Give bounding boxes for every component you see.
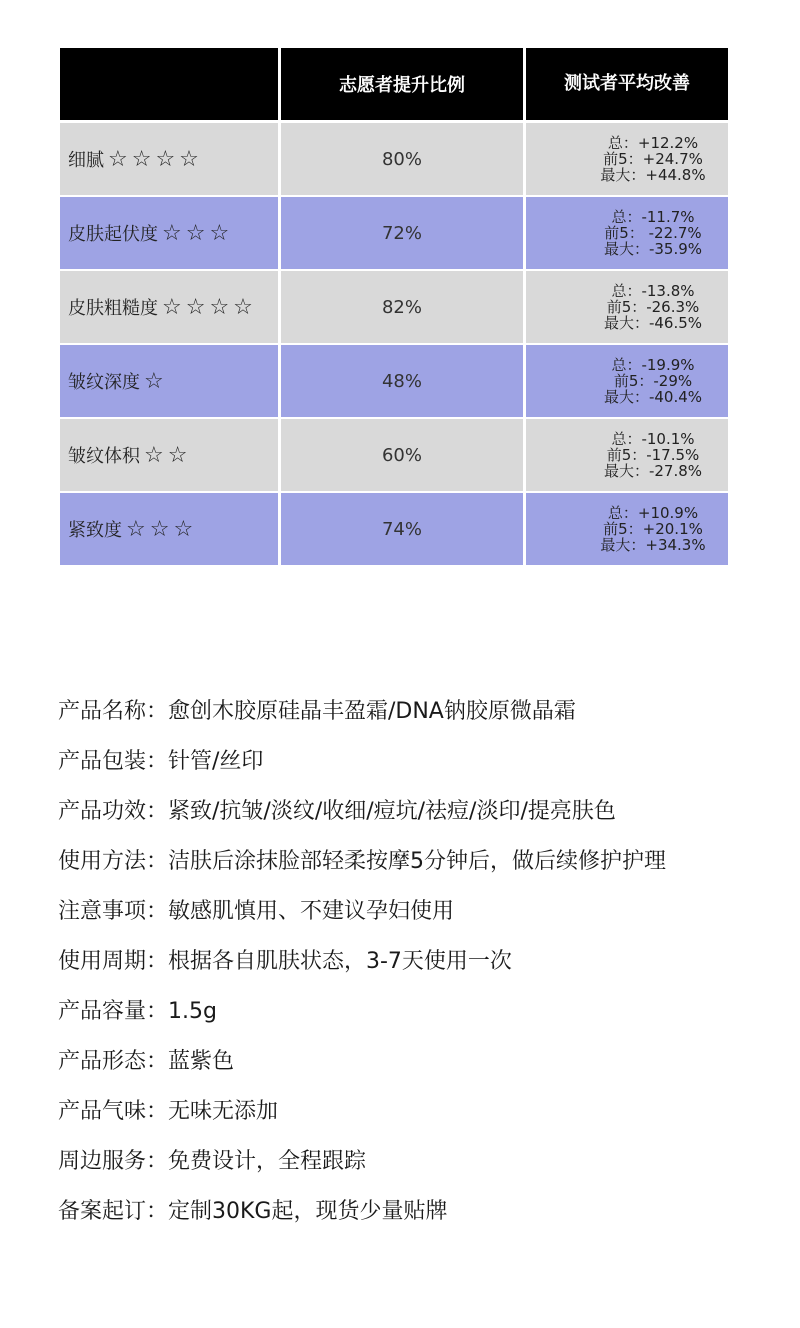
star-rating-icon: ☆ xyxy=(144,368,168,394)
table-row xyxy=(60,123,728,195)
header-average-improvement: 测试者平均改善 xyxy=(526,48,728,120)
metric-cell xyxy=(60,345,278,417)
efficacy-table xyxy=(60,48,728,567)
improve-max: 最大：+44.8% xyxy=(600,166,706,184)
star-rating-icon: ☆☆☆☆ xyxy=(162,294,257,320)
improve-total: 总：-11.7% xyxy=(611,208,695,226)
product-info-list xyxy=(58,692,778,1242)
improve-top5: 前5：+20.1% xyxy=(603,520,703,538)
metric-cell xyxy=(60,123,278,195)
improvement-cell xyxy=(526,419,728,491)
improve-total: 总：-13.8% xyxy=(611,282,695,300)
info-scent: 产品气味：无味无添加 xyxy=(58,1099,279,1124)
info-cycle: 使用周期：根据各自肌肤状态，3-7天使用一次 xyxy=(58,949,512,974)
info-form: 产品形态：蓝紫色 xyxy=(58,1049,235,1074)
metric-label: 皮肤起伏度 xyxy=(68,224,158,245)
table-row xyxy=(60,493,728,565)
metric-cell xyxy=(60,493,278,565)
improve-max: 最大：-40.4% xyxy=(603,388,703,406)
improve-max: 最大：-46.5% xyxy=(603,314,703,332)
header-volunteer-ratio: 志愿者提升比例 xyxy=(281,48,523,120)
improve-top5: 前5：-29% xyxy=(613,372,693,390)
improve-total: 总：-19.9% xyxy=(611,356,695,374)
improve-max: 最大：-27.8% xyxy=(603,462,703,480)
percent-cell: 74% xyxy=(281,493,523,565)
improve-top5: 前5：+24.7% xyxy=(603,150,703,168)
table-row xyxy=(60,345,728,417)
improvement-cell xyxy=(526,271,728,343)
percent-cell: 80% xyxy=(281,123,523,195)
metric-label: 皱纹体积 xyxy=(68,446,140,467)
improvement-cell xyxy=(526,345,728,417)
percent-cell: 48% xyxy=(281,345,523,417)
info-efficacy: 产品功效：紧致/抗皱/淡纹/收细/痘坑/祛痘/淡印/提亮肤色 xyxy=(58,799,616,824)
info-services: 周边服务：免费设计，全程跟踪 xyxy=(58,1149,367,1174)
improve-top5: 前5：-26.3% xyxy=(606,298,700,316)
metric-label: 紧致度 xyxy=(68,520,122,541)
table-header-row xyxy=(60,48,728,120)
table-row xyxy=(60,197,728,269)
table-row xyxy=(60,419,728,491)
metric-cell xyxy=(60,271,278,343)
improvement-cell xyxy=(526,493,728,565)
improve-max: 最大：+34.3% xyxy=(600,536,706,554)
star-rating-icon: ☆☆☆ xyxy=(162,220,234,246)
improvement-cell xyxy=(526,197,728,269)
percent-cell: 60% xyxy=(281,419,523,491)
improve-total: 总：+12.2% xyxy=(607,134,699,152)
metric-cell xyxy=(60,197,278,269)
header-cell-blank xyxy=(60,48,278,120)
info-cautions: 注意事项：敏感肌慎用、不建议孕妇使用 xyxy=(58,899,455,924)
info-packaging: 产品包装：针管/丝印 xyxy=(58,749,264,774)
info-capacity: 产品容量：1.5g xyxy=(58,999,217,1024)
table-row xyxy=(60,271,728,343)
improvement-cell xyxy=(526,123,728,195)
improve-top5: 前5： -22.7% xyxy=(604,224,702,242)
improve-top5: 前5：-17.5% xyxy=(606,446,700,464)
info-usage: 使用方法：洁肤后涂抹脸部轻柔按摩5分钟后，做后续修护护理 xyxy=(58,849,666,874)
percent-cell: 72% xyxy=(281,197,523,269)
star-rating-icon: ☆☆ xyxy=(144,442,192,468)
info-order: 备案起订：定制30KG起，现货少量贴牌 xyxy=(58,1199,448,1224)
improve-max: 最大：-35.9% xyxy=(603,240,703,258)
percent-cell: 82% xyxy=(281,271,523,343)
metric-label: 皮肤粗糙度 xyxy=(68,298,158,319)
star-rating-icon: ☆☆☆☆ xyxy=(108,146,203,172)
metric-label: 皱纹深度 xyxy=(68,372,140,393)
metric-label: 细腻 xyxy=(68,150,104,171)
improve-total: 总：+10.9% xyxy=(607,504,699,522)
star-rating-icon: ☆☆☆ xyxy=(126,516,198,542)
info-product-name: 产品名称：愈创木胶原硅晶丰盈霜/DNA钠胶原微晶霜 xyxy=(58,699,576,724)
metric-cell xyxy=(60,419,278,491)
improve-total: 总：-10.1% xyxy=(611,430,695,448)
